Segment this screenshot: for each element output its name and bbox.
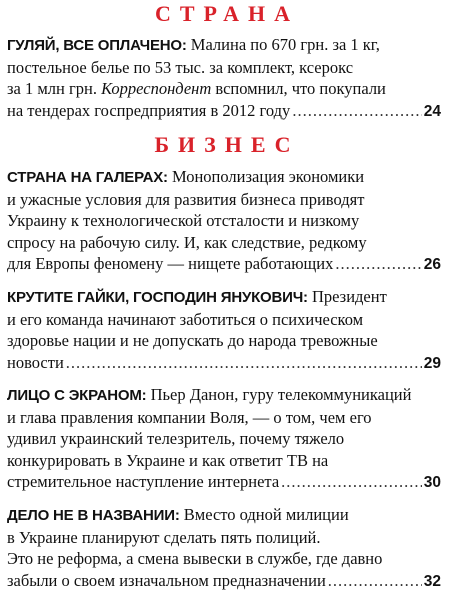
leader-dots <box>281 471 422 493</box>
entry-text: в Украине планируют сделать пять полиций. <box>7 527 321 547</box>
page-number: 29 <box>423 354 441 372</box>
entry-line <box>7 286 441 309</box>
entry-text: Украину к технологической отсталости и низкому <box>7 211 360 230</box>
entry-text: стремительное наступление интернета <box>7 472 280 491</box>
entry-line <box>7 78 441 100</box>
entry-text: для Европы феномену — нищете работающих <box>7 254 334 273</box>
toc-entry-ekran[interactable] <box>7 384 441 494</box>
leader-dots <box>292 100 421 122</box>
entry-text: и ужасные условия для развития бизнеса приводят <box>7 189 365 209</box>
entry-last-line <box>7 100 441 123</box>
entry-heading: ДЕЛО НЕ В НАЗВАНИИ: <box>7 507 180 524</box>
entry-text: Малина по 670 грн. за 1 кг, <box>190 35 380 54</box>
entry-text: забыли о своем изначальном предназначении <box>7 570 326 590</box>
entry-text: на тендерах госпредприятия в 2012 году <box>7 100 291 120</box>
entry-last-line <box>7 570 441 593</box>
entry-heading: ЛИЦО С ЭКРАНОМ: <box>7 387 147 404</box>
entry-text: и глава правления компании Воля, — о том, чем его <box>7 407 372 427</box>
entry-text: спросу на рабочую силу. И, как следствие, редкому <box>7 232 367 252</box>
entry-line <box>7 504 441 527</box>
entry-text: Вместо одной милиции <box>183 505 349 524</box>
leader-dots <box>66 352 422 374</box>
leader-dots <box>335 253 421 275</box>
entry-line <box>7 384 441 407</box>
entry-heading: КРУТИТЕ ГАЙКИ, ГОСПОДИН ЯНУКОВИЧ: <box>7 289 308 306</box>
magazine-name: Корреспондент <box>101 79 212 98</box>
page-number: 32 <box>423 572 441 590</box>
entry-text: постельное белье по 53 тыс. за комплект, ксерокс <box>7 57 354 77</box>
section-title-biznes: БИЗНЕС <box>154 132 300 157</box>
page-number: 30 <box>423 474 441 491</box>
entry-text: Это не реформа, а смена вывески в службе, где давно <box>7 549 383 568</box>
page-number: 26 <box>423 256 441 273</box>
entry-text: за 1 млн грн. <box>7 79 97 98</box>
entry-text: Президент <box>311 287 387 306</box>
entry-last-line <box>7 352 441 375</box>
entry-text: Монополизация экономики <box>171 167 365 186</box>
toc-entry-nazvanie[interactable] <box>7 504 441 592</box>
entry-text: и его команда начинают заботиться о психическом <box>7 309 364 329</box>
entry-text: Пьер Данон, гуру телекоммуникаций <box>150 385 412 404</box>
entry-text: удивил украинский телезритель, почему тяжело <box>7 429 345 448</box>
leader-dots <box>328 570 422 592</box>
section-title-strana: СТРАНА <box>154 1 300 26</box>
entry-text: новости <box>7 352 64 372</box>
page-number: 24 <box>423 102 441 120</box>
entry-text: конкурировать в Украине и как ответит ТВ на <box>7 450 329 470</box>
entry-line <box>7 34 441 57</box>
toc-entry-gayki[interactable] <box>7 286 441 374</box>
entry-last-line <box>7 471 441 494</box>
entry-last-line <box>7 253 441 276</box>
entry-heading: СТРАНА НА ГАЛЕРАХ: <box>7 169 168 186</box>
entry-text: вспомнил, что покупали <box>215 79 386 98</box>
toc-entry-galery[interactable] <box>7 166 441 276</box>
entry-heading: ГУЛЯЙ, ВСЕ ОПЛАЧЕНО: <box>7 37 187 54</box>
toc-entry-gulyay[interactable] <box>7 34 441 122</box>
entry-text: здоровье нации и не допускать до народа тревожные <box>7 331 378 350</box>
entry-line <box>7 166 441 189</box>
